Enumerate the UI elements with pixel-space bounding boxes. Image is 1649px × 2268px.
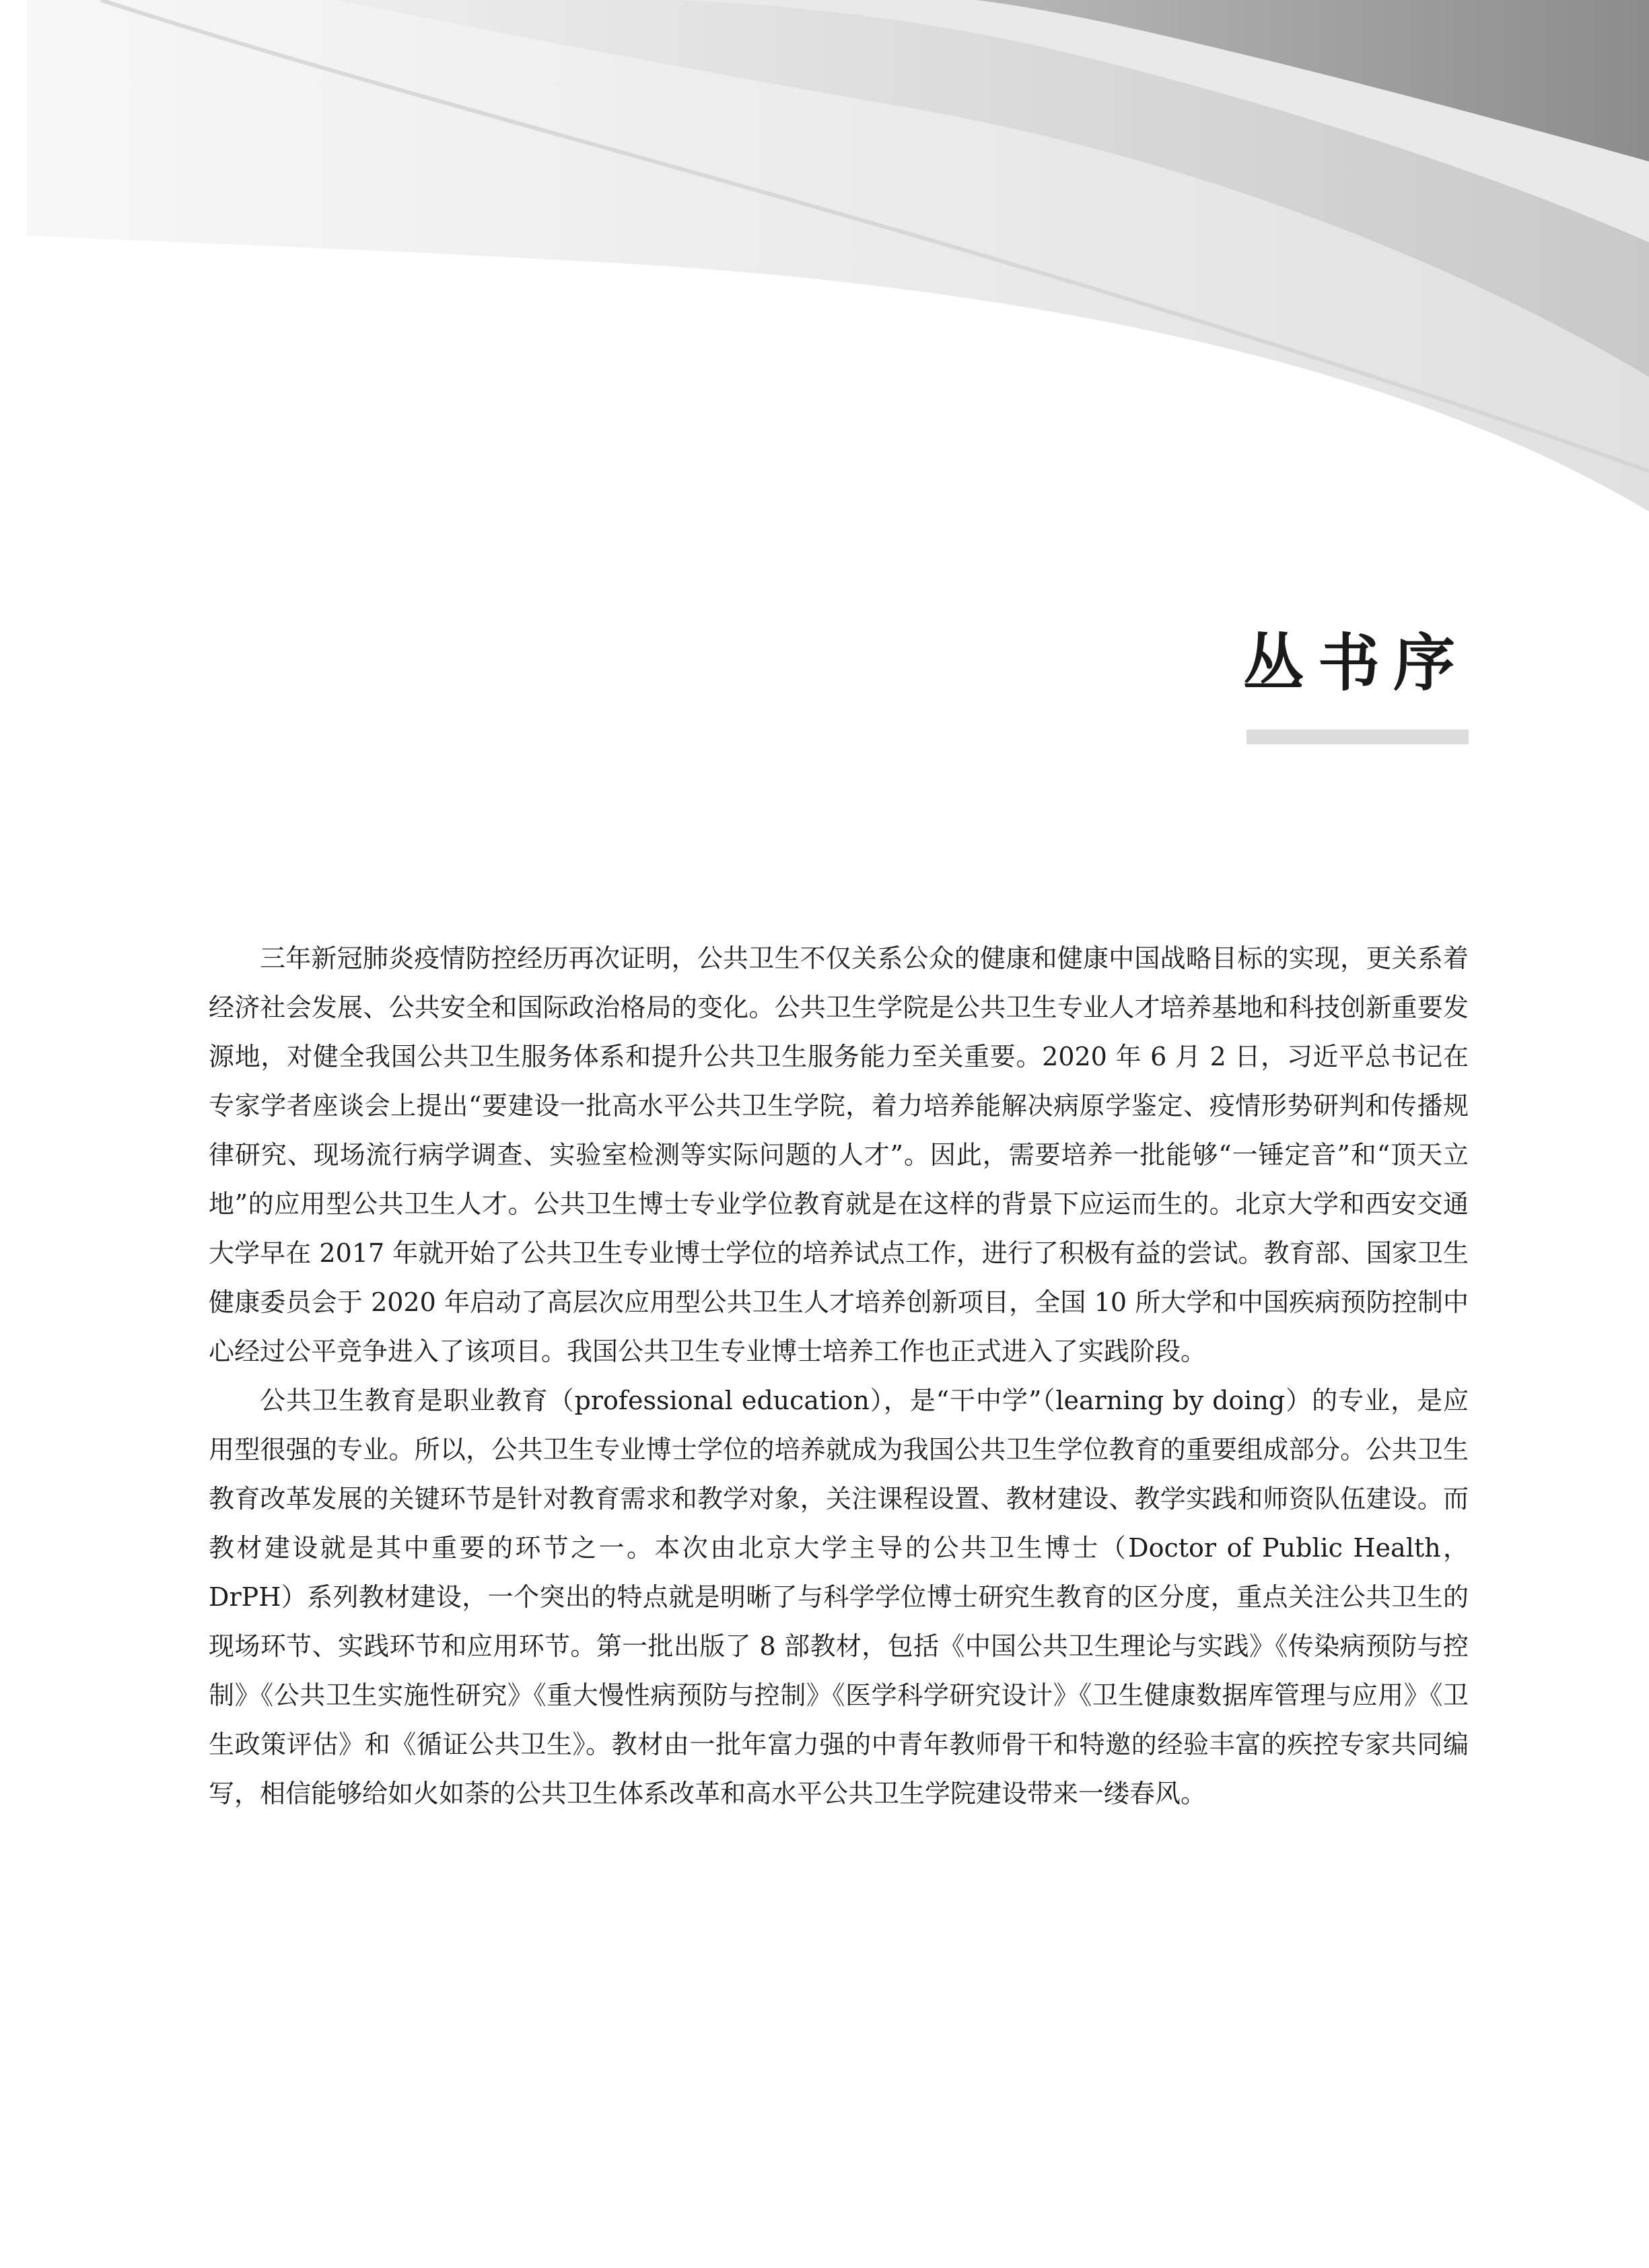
page-title: 丛书序 — [1242, 627, 1469, 699]
preface-body — [209, 934, 1469, 1818]
paragraph: 公共卫生教育是职业教育（professional education），是“干中学”（learning by doing）的专业，是应用型很强的专业。所以，公共卫生专业博士学位的培养就成为我国公共卫生学位教育的重要组成部分。公共卫生教育改革发展的关键环节是针对教育需求和教学对象，关注课程设置、教材建设、教学实践和师资队伍建设。而教材建设就是其中重要的环节之一。本次由北京大学主导的公共卫生博士（Doctor of Public Health，DrPH）系列教材建设，一个突出的特点就是明晰了与科学学位博士研究生教育的区分度，重点关注公共卫生的现场环节、实践环节和应用环节。第一批出版了 8 部教材，包括《中国公共卫生理论与实践》《传染病预防与控制》《公共卫生实施性研究》《重大慢性病预防与控制》《医学科学研究设计》《卫生健康数据库管理与应用》《卫生政策评估》和《循证公共卫生》。教材由一批年富力强的中青年教师骨干和特邀的经验丰富的疾控专家共同编写，相信能够给如火如荼的公共卫生体系改革和高水平公共卫生学院建设带来一缕春风。 — [209, 1386, 1469, 1808]
title-underline-bar — [1247, 730, 1469, 744]
paragraph: 三年新冠肺炎疫情防控经历再次证明，公共卫生不仅关系公众的健康和健康中国战略目标的实现，更关系着经济社会发展、公共安全和国际政治格局的变化。公共卫生学院是公共卫生专业人才培养基地和科技创新重要发源地，对健全我国公共卫生服务体系和提升公共卫生服务能力至关重要。2020 年 6 月 2 日，习近平总书记在专家学者座谈会上提出“要建设一批高水平公共卫生学院，着力培养能解决病原学鉴定、疫情形势研判和传播规律研究、现场流行病学调查、实验室检测等实际问题的人才”。因此，需要培养一批能够“一锤定音”和“顶天立地”的应用型公共卫生人才。公共卫生博士专业学位教育就是在这样的背景下应运而生的。北京大学和西安交通大学早在 2017 年就开始了公共卫生专业博士学位的培养试点工作，进行了积极有益的尝试。教育部、国家卫生健康委员会于 2020 年启动了高层次应用型公共卫生人才培养创新项目，全国 10 所大学和中国疾病预防控制中心经过公平竞争进入了该项目。我国公共卫生专业博士培养工作也正式进入了实践阶段。 — [209, 944, 1469, 1366]
